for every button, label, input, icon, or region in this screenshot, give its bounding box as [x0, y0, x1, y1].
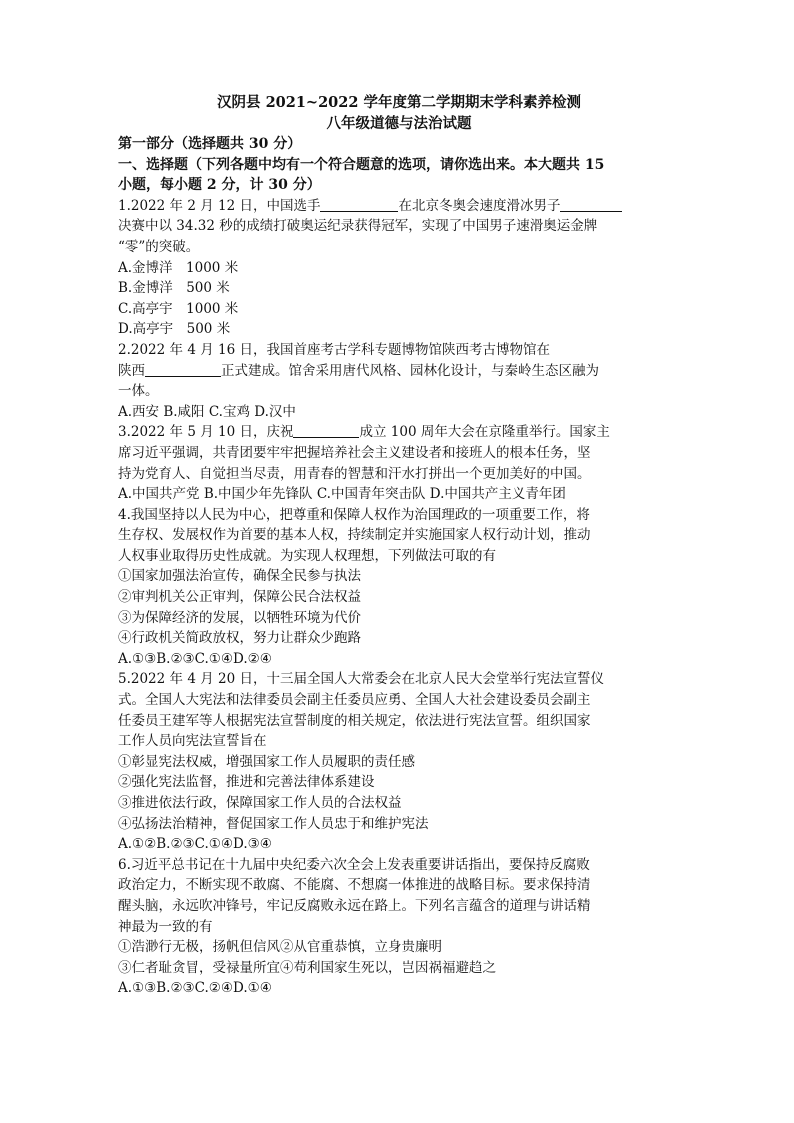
statements-1-2: ①浩渺行无极，扬帆但信风②从官重恭慎，立身贵廉明 [118, 939, 442, 956]
question-5-options: A.①②B.②③C.①④D.③④ [118, 836, 272, 853]
question-5-line: 工作人员向宪法宣誓旨在 [118, 733, 267, 750]
question-5-line: 任委员王建军等人根据宪法宣誓制度的相关规定，依法进行宪法宣誓。组织国家 [118, 712, 591, 729]
question-text: 陕西 [118, 362, 145, 379]
exam-subtitle: 八年级道德与法治试题 [326, 115, 472, 132]
option-d: D.高亭宇 500 米 [118, 321, 231, 338]
answer-blank [560, 197, 622, 212]
question-5-line: 5.2022 年 4 月 20 日，十三届全国人大常委会在北京人民大会堂举行宪法宣誓仪 [118, 671, 604, 688]
question-6-line: 神最为一致的有 [118, 918, 213, 935]
question-1-line: 决赛中以 34.32 秒的成绩打破奥运纪录获得冠军，实现了中国男子速滑奥运金牌 [118, 218, 598, 235]
question-4-line: 4.我国坚持以人民为中心，把尊重和保障人权作为治国理政的一项重要工作，将 [118, 506, 590, 523]
exam-page [118, 92, 680, 999]
question-3-line: 持为党育人、自觉担当尽责，用青春的智慧和汗水打拼出一个更加美好的中国。 [118, 465, 591, 482]
question-2-line: 2.2022 年 4 月 16 日，我国首座考古学科专题博物馆陕西考古博物馆在 [118, 341, 550, 358]
answer-blank [145, 362, 221, 377]
question-4-line: 人权事业取得历史性成就。为实现人权理想，下列做法可取的有 [118, 547, 496, 564]
statement-2: ②审判机关公正审判，保障公民合法权益 [118, 589, 361, 606]
statement-3: ③推进依法行政，保障国家工作人员的合法权益 [118, 795, 402, 811]
question-text: 成立 100 周年大会在京隆重举行。国家主 [359, 424, 610, 441]
question-6-line: 6.习近平总书记在十九届中央纪委六次全会上发表重要讲话指出，要保持反腐败 [118, 856, 590, 873]
statement-1: ①彰显宪法权威，增强国家工作人员履职的责任感 [118, 753, 415, 770]
instruction-line: 一、选择题（下列各题中均有一个符合题意的选项，请你选出来。本大题共 15 [118, 156, 605, 173]
statement-1: ①国家加强法治宣传，确保全民参与执法 [118, 568, 361, 585]
statement-4: ④弘扬法治精神，督促国家工作人员忠于和维护宪法 [118, 815, 429, 832]
exam-title: 汉阴县 2021~2022 学年度第二学期期末学科素养检测 [217, 94, 581, 111]
answer-blank [320, 197, 398, 212]
question-text: 正式建成。馆舍采用唐代风格、园林化设计，与秦岭生态区融为 [221, 362, 599, 379]
statements-3-4: ③仁者耻贪冒，受禄量所宜④苟利国家生死以，岂因祸福避趋之 [118, 959, 496, 976]
question-1-line: “零”的突破。 [118, 238, 200, 255]
option-b: B.金博洋 500 米 [118, 280, 230, 297]
question-4-line: 生存权、发展权作为首要的基本人权，持续制定并实施国家人权行动计划，推动 [118, 527, 591, 544]
question-2-line [118, 361, 680, 382]
question-6-options: A.①③B.②③C.②④D.①④ [118, 980, 272, 997]
statement-3: ③为保障经济的发展，以牺牲环境为代价 [118, 609, 361, 626]
question-text: 1.2022 年 2 月 12 日，中国选手 [118, 197, 321, 214]
statement-4: ④行政机关简政放权，努力让群众少跑路 [118, 630, 361, 647]
part-heading: 第一部分（选择题共 30 分） [118, 136, 302, 152]
question-text: 在北京冬奥会速度滑冰男子 [398, 197, 561, 214]
answer-blank [293, 423, 359, 438]
question-3-line [118, 422, 680, 443]
question-2-line: 一体。 [118, 383, 159, 400]
statement-2: ②强化宪法监督，推进和完善法律体系建设 [118, 774, 375, 791]
question-3-options: A.中国共产党 B.中国少年先锋队 C.中国青年突击队 D.中国共产主义青年团 [118, 486, 566, 503]
question-4-options: A.①③B.②③C.①④D.②④ [118, 650, 272, 667]
question-1-line [118, 196, 680, 217]
question-3-line: 席习近平强调，共青团要牢牢把握培养社会主义建设者和接班人的根本任务，坚 [118, 444, 591, 461]
question-5-line: 式。全国人大宪法和法律委员会副主任委员应勇、全国人大社会建设委员会副主 [118, 692, 591, 709]
instruction-line: 小题，每小题 2 分，计 30 分） [118, 177, 321, 194]
option-a: A.金博洋 1000 米 [118, 259, 239, 276]
question-text: 3.2022 年 5 月 10 日，庆祝 [118, 424, 294, 441]
option-c: C.高亭宇 1000 米 [118, 300, 239, 317]
question-2-options: A.西安 B.咸阳 C.宝鸡 D.汉中 [118, 403, 296, 420]
question-6-line: 政治定力，不断实现不敢腐、不能腐、不想腐一体推进的战略目标。要求保持清 [118, 877, 591, 894]
question-6-line: 醒头脑，永远吹冲锋号，牢记反腐败永远在路上。下列名言蕴含的道理与讲话精 [118, 897, 591, 914]
